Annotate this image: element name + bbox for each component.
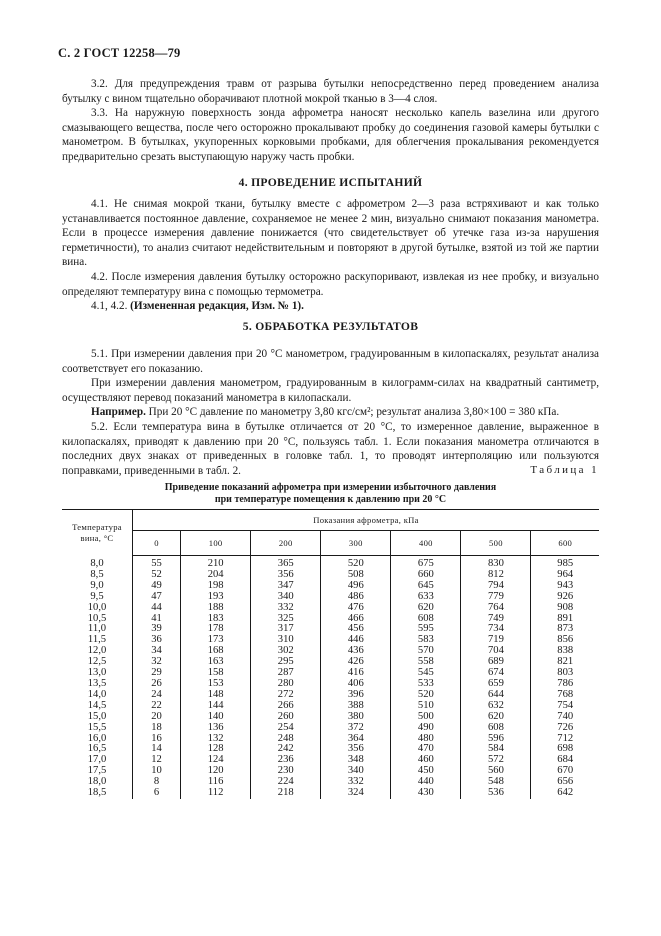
reading-cell: 295 bbox=[251, 657, 321, 668]
reading-cell: 29 bbox=[151, 667, 162, 679]
reading-cell: 856 bbox=[531, 635, 599, 646]
reading-cell: 204 bbox=[181, 570, 251, 581]
reading-cell: 20 bbox=[151, 710, 162, 722]
reading-cell: 633 bbox=[391, 592, 461, 603]
reading-cell: 926 bbox=[531, 592, 599, 603]
reading-cell: 786 bbox=[531, 679, 599, 690]
table-row bbox=[62, 559, 599, 570]
reading-cell: 430 bbox=[391, 788, 461, 799]
subheader-600: 600 bbox=[531, 531, 599, 556]
reading-cell: 254 bbox=[251, 723, 321, 734]
reading-cell: 230 bbox=[251, 766, 321, 777]
reading-cell: 302 bbox=[251, 646, 321, 657]
table-row bbox=[62, 690, 599, 701]
reading-cell: 178 bbox=[181, 624, 251, 635]
reading-cell: 41 bbox=[151, 612, 162, 624]
reading-cell: 136 bbox=[181, 723, 251, 734]
reading-cell: 365 bbox=[251, 559, 321, 570]
reading-cell: 440 bbox=[391, 777, 461, 788]
temperature-cell: 17,5 bbox=[62, 766, 133, 777]
reading-cell: 188 bbox=[181, 603, 251, 614]
reading-cell: 173 bbox=[181, 635, 251, 646]
reading-cell: 224 bbox=[251, 777, 321, 788]
reading-cell: 347 bbox=[251, 581, 321, 592]
reading-cell: 645 bbox=[391, 581, 461, 592]
reading-cell: 754 bbox=[531, 701, 599, 712]
temperature-cell: 10,0 bbox=[62, 603, 133, 614]
reading-cell: 388 bbox=[321, 701, 391, 712]
temperature-cell: 9,0 bbox=[62, 581, 133, 592]
reading-cell: 985 bbox=[531, 559, 599, 570]
reading-cell: 812 bbox=[461, 570, 531, 581]
paragraph-example bbox=[62, 405, 599, 420]
temperature-cell: 8,5 bbox=[62, 570, 133, 581]
reading-cell: 704 bbox=[461, 646, 531, 657]
reading-cell: 768 bbox=[531, 690, 599, 701]
reading-cell: 830 bbox=[461, 559, 531, 570]
temperature-cell: 16,0 bbox=[62, 734, 133, 745]
temperature-cell: 13,0 bbox=[62, 668, 133, 679]
reading-cell: 16 bbox=[151, 732, 162, 744]
reading-cell: 659 bbox=[461, 679, 531, 690]
table-row bbox=[62, 614, 599, 625]
reading-cell: 480 bbox=[391, 734, 461, 745]
reading-cell: 684 bbox=[531, 755, 599, 766]
table-row bbox=[62, 581, 599, 592]
section-3-continued bbox=[62, 77, 599, 165]
reading-cell: 496 bbox=[321, 581, 391, 592]
reading-cell: 324 bbox=[321, 788, 391, 799]
reading-cell: 545 bbox=[391, 668, 461, 679]
reading-cell: 964 bbox=[531, 570, 599, 581]
temperature-cell: 10,5 bbox=[62, 614, 133, 625]
reading-cell: 260 bbox=[251, 712, 321, 723]
reading-cell: 726 bbox=[531, 723, 599, 734]
section-4 bbox=[62, 197, 599, 314]
reading-cell: 583 bbox=[391, 635, 461, 646]
reading-cell: 436 bbox=[321, 646, 391, 657]
reading-cell: 116 bbox=[181, 777, 251, 788]
reading-cell: 280 bbox=[251, 679, 321, 690]
reading-cell: 287 bbox=[251, 668, 321, 679]
reading-cell: 356 bbox=[251, 570, 321, 581]
reading-cell: 183 bbox=[181, 614, 251, 625]
temperature-cell: 18,0 bbox=[62, 777, 133, 788]
reading-cell: 396 bbox=[321, 690, 391, 701]
page-header: С. 2 ГОСТ 12258—79 bbox=[58, 46, 181, 60]
pressure-table bbox=[62, 509, 599, 799]
subheader-500: 500 bbox=[461, 531, 531, 556]
reading-cell: 24 bbox=[151, 688, 162, 700]
reading-cell: 803 bbox=[531, 668, 599, 679]
paragraph-4-amend bbox=[62, 299, 599, 314]
paragraph-4-1: 4.1. Не снимая мокрой ткани, бутылку вместе с афрометром 2—3 раза встряхивают и как только устанавливается постоянное давление, сохраняемое не менее 2 мин, визуально снимают показания манометра. Если в процессе измерения давление понижается (что свидетельствует об утечке газа из-за нарушения герметичности), то анализ считают недействительным и повторяют в другой бутылке, взятой из той же партии вина. bbox=[62, 198, 599, 269]
reading-cell: 426 bbox=[321, 657, 391, 668]
table-body bbox=[62, 556, 599, 799]
table-row bbox=[62, 668, 599, 679]
temperature-cell: 17,0 bbox=[62, 755, 133, 766]
reading-cell: 47 bbox=[151, 590, 162, 602]
table-row bbox=[62, 592, 599, 603]
reading-cell: 698 bbox=[531, 744, 599, 755]
example-label: Например. bbox=[91, 406, 146, 419]
reading-cell: 675 bbox=[391, 559, 461, 570]
reading-cell: 416 bbox=[321, 668, 391, 679]
temperature-cell: 18,5 bbox=[62, 788, 133, 799]
reading-cell: 198 bbox=[181, 581, 251, 592]
reading-cell: 153 bbox=[181, 679, 251, 690]
header-temperature-line-1: Температура bbox=[72, 521, 122, 532]
table-header-row bbox=[62, 510, 599, 531]
reading-cell: 55 bbox=[151, 558, 162, 569]
reading-cell: 674 bbox=[461, 668, 531, 679]
reading-cell: 740 bbox=[531, 712, 599, 723]
temperature-cell: 11,0 bbox=[62, 624, 133, 635]
reading-cell: 112 bbox=[181, 788, 251, 799]
table-row bbox=[62, 755, 599, 766]
paragraph-5-1b: При измерении давления манометром, градуированным в килограмм-силах на квадратный сантиметр, осуществляют перевод показаний манометра в килопаскали. bbox=[62, 377, 599, 404]
table-row bbox=[62, 701, 599, 712]
section-4-title-block bbox=[62, 176, 599, 191]
reading-cell: 380 bbox=[321, 712, 391, 723]
subheader-300: 300 bbox=[321, 531, 391, 556]
reading-cell: 325 bbox=[251, 614, 321, 625]
reading-cell: 18 bbox=[151, 721, 162, 733]
reading-cell: 8 bbox=[153, 776, 160, 788]
table-row bbox=[62, 624, 599, 635]
temperature-cell: 15,5 bbox=[62, 723, 133, 734]
reading-cell: 39 bbox=[151, 623, 162, 635]
reading-cell: 689 bbox=[461, 657, 531, 668]
reading-cell: 764 bbox=[461, 603, 531, 614]
reading-cell: 670 bbox=[531, 766, 599, 777]
header-readings-group: Показания афрометра, кПа bbox=[133, 510, 600, 531]
subheader-0: 0 bbox=[133, 531, 181, 556]
table-row bbox=[62, 723, 599, 734]
paragraph-5-2: 5.2. Если температура вина в бутылке отличается от 20 °С, то измеренное давление, выраженное в килопаскалях, приводят к давлению при 20 °С, пользуясь табл. 1. Если показания манометра отличаются в последних двух знаках от приведенных в головке табл. 1, то проводят интерполяцию или пользуются поправками, приведенными в табл. 2. bbox=[62, 420, 599, 477]
reading-cell: 26 bbox=[151, 677, 162, 689]
reading-cell: 476 bbox=[321, 603, 391, 614]
reading-cell: 470 bbox=[391, 744, 461, 755]
temperature-cell: 13,5 bbox=[62, 679, 133, 690]
reading-cell: 838 bbox=[531, 646, 599, 657]
reading-cell: 32 bbox=[151, 656, 162, 668]
temperature-cell: 16,5 bbox=[62, 744, 133, 755]
table-row bbox=[62, 744, 599, 755]
section-4-title: 4. ПРОВЕДЕНИЕ ИСПЫТАНИЙ bbox=[238, 176, 423, 189]
reading-cell: 272 bbox=[251, 690, 321, 701]
reading-cell: 144 bbox=[181, 701, 251, 712]
reading-cell: 536 bbox=[461, 788, 531, 799]
reading-cell: 332 bbox=[321, 777, 391, 788]
reading-cell: 734 bbox=[461, 624, 531, 635]
table-caption-block bbox=[62, 482, 599, 506]
reading-cell: 12 bbox=[151, 754, 162, 766]
reading-cell: 6 bbox=[153, 787, 160, 799]
reading-cell: 124 bbox=[181, 755, 251, 766]
table-caption-line-2: при температуре помещения к давлению при 20 °С bbox=[214, 494, 447, 505]
reading-cell: 712 bbox=[531, 734, 599, 745]
reading-cell: 456 bbox=[321, 624, 391, 635]
reading-cell: 943 bbox=[531, 581, 599, 592]
reading-cell: 794 bbox=[461, 581, 531, 592]
reading-cell: 596 bbox=[461, 734, 531, 745]
temperature-cell: 12,0 bbox=[62, 646, 133, 657]
reading-cell: 490 bbox=[391, 723, 461, 734]
reading-cell: 779 bbox=[461, 592, 531, 603]
reading-cell: 317 bbox=[251, 624, 321, 635]
reading-cell: 632 bbox=[461, 701, 531, 712]
reading-cell: 340 bbox=[321, 766, 391, 777]
temperature-cell: 14,5 bbox=[62, 701, 133, 712]
reading-cell: 34 bbox=[151, 645, 162, 657]
reading-cell: 620 bbox=[461, 712, 531, 723]
reading-cell: 450 bbox=[391, 766, 461, 777]
reading-cell: 508 bbox=[321, 570, 391, 581]
reading-cell: 140 bbox=[181, 712, 251, 723]
reading-cell: 520 bbox=[391, 690, 461, 701]
subheader-400: 400 bbox=[391, 531, 461, 556]
reading-cell: 548 bbox=[461, 777, 531, 788]
reading-cell: 236 bbox=[251, 755, 321, 766]
section-5 bbox=[62, 347, 599, 478]
reading-cell: 873 bbox=[531, 624, 599, 635]
reading-cell: 340 bbox=[251, 592, 321, 603]
reading-cell: 642 bbox=[531, 788, 599, 799]
reading-cell: 248 bbox=[251, 734, 321, 745]
reading-cell: 158 bbox=[181, 668, 251, 679]
temperature-cell: 9,5 bbox=[62, 592, 133, 603]
paragraph-3-3: 3.3. На наружную поверхность зонда афрометра наносят несколько капель вазелина или другого смазывающего вещества, после чего осторожно прокалывают пробку до соединения газовой камеры бутылки с манометром. В бутылках, укупоренных корковыми пробками, для облегчения прокалывания рекомендуется предварительно срезать выступающую наружу часть пробки. bbox=[62, 107, 599, 163]
reading-cell: 821 bbox=[531, 657, 599, 668]
reading-cell: 163 bbox=[181, 657, 251, 668]
reading-cell: 446 bbox=[321, 635, 391, 646]
paragraph-4-2: 4.2. После измерения давления бутылку осторожно раскупоривают, извлекая из нее пробку, и визуально определяют температуру вина с помощью термометра. bbox=[62, 270, 599, 298]
header-temperature bbox=[62, 510, 133, 556]
amend-note: (Измененная редакция, Изм. № 1). bbox=[130, 300, 304, 313]
subheader-100: 100 bbox=[181, 531, 251, 556]
reading-cell: 36 bbox=[151, 634, 162, 646]
reading-cell: 466 bbox=[321, 614, 391, 625]
reading-cell: 218 bbox=[251, 788, 321, 799]
reading-cell: 560 bbox=[461, 766, 531, 777]
reading-cell: 52 bbox=[151, 568, 162, 580]
reading-cell: 500 bbox=[391, 712, 461, 723]
table-row bbox=[62, 570, 599, 581]
temperature-cell: 8,0 bbox=[62, 559, 133, 570]
table-label: Таблица 1 bbox=[530, 464, 599, 476]
reading-cell: 595 bbox=[391, 624, 461, 635]
reading-cell: 510 bbox=[391, 701, 461, 712]
reading-cell: 749 bbox=[461, 614, 531, 625]
paragraph-3-2: 3.2. Для предупреждения травм от разрыва бутылки непосредственно перед проведением анализа бутылку с вином тщательно оборачивают плотной мокрой тканью в 3—4 слоя. bbox=[62, 78, 599, 105]
reading-cell: 558 bbox=[391, 657, 461, 668]
table-label-block bbox=[62, 463, 599, 478]
reading-cell: 644 bbox=[461, 690, 531, 701]
reading-cell: 168 bbox=[181, 646, 251, 657]
table-caption-line-1: Приведение показаний афрометра при измерении избыточного давления bbox=[164, 482, 497, 493]
reading-cell: 44 bbox=[151, 601, 162, 613]
reading-cell: 310 bbox=[251, 635, 321, 646]
temperature-cell: 14,0 bbox=[62, 690, 133, 701]
paragraph-5-1: 5.1. При измерении давления при 20 °С манометром, градуированным в килопаскалях, результат анализа соответствует его показанию. bbox=[62, 348, 599, 375]
reading-cell: 193 bbox=[181, 592, 251, 603]
reading-cell: 486 bbox=[321, 592, 391, 603]
temperature-cell: 15,0 bbox=[62, 712, 133, 723]
table-row bbox=[62, 788, 599, 799]
reading-cell: 348 bbox=[321, 755, 391, 766]
example-text: При 20 °С давление по манометру 3,80 кгс/см²; результат анализа 3,80×100 = 380 кПа. bbox=[148, 406, 560, 419]
reading-cell: 120 bbox=[181, 766, 251, 777]
table-row bbox=[62, 766, 599, 777]
reading-cell: 570 bbox=[391, 646, 461, 657]
reading-cell: 608 bbox=[461, 723, 531, 734]
header-temperature-line-2: вина, °С bbox=[80, 532, 114, 543]
temperature-cell: 12,5 bbox=[62, 657, 133, 668]
reading-cell: 372 bbox=[321, 723, 391, 734]
reading-cell: 128 bbox=[181, 744, 251, 755]
reading-cell: 14 bbox=[151, 743, 162, 755]
section-5-title: 5. ОБРАБОТКА РЕЗУЛЬТАТОВ bbox=[242, 320, 419, 333]
subheader-200: 200 bbox=[251, 531, 321, 556]
reading-cell: 332 bbox=[251, 603, 321, 614]
reading-cell: 132 bbox=[181, 734, 251, 745]
temperature-cell: 11,5 bbox=[62, 635, 133, 646]
reading-cell: 891 bbox=[531, 614, 599, 625]
table-row bbox=[62, 646, 599, 657]
reading-cell: 719 bbox=[461, 635, 531, 646]
table-row bbox=[62, 734, 599, 745]
reading-cell: 364 bbox=[321, 734, 391, 745]
table-row bbox=[62, 712, 599, 723]
reading-cell: 608 bbox=[391, 614, 461, 625]
reading-cell: 533 bbox=[391, 679, 461, 690]
reading-cell: 572 bbox=[461, 755, 531, 766]
reading-cell: 22 bbox=[151, 699, 162, 711]
reading-cell: 660 bbox=[391, 570, 461, 581]
table-row bbox=[62, 777, 599, 788]
reading-cell: 406 bbox=[321, 679, 391, 690]
table-row bbox=[62, 603, 599, 614]
reading-cell: 10 bbox=[151, 765, 162, 777]
reading-cell: 908 bbox=[531, 603, 599, 614]
table-row bbox=[62, 679, 599, 690]
table-subheader-row bbox=[62, 531, 599, 556]
reading-cell: 49 bbox=[151, 579, 162, 591]
reading-cell: 656 bbox=[531, 777, 599, 788]
reading-cell: 520 bbox=[321, 559, 391, 570]
table-row bbox=[62, 635, 599, 646]
reading-cell: 460 bbox=[391, 755, 461, 766]
section-5-title-block bbox=[62, 320, 599, 335]
reading-cell: 148 bbox=[181, 690, 251, 701]
reading-cell: 210 bbox=[181, 559, 251, 570]
amend-prefix: 4.1, 4.2. bbox=[91, 300, 128, 313]
reading-cell: 242 bbox=[251, 744, 321, 755]
reading-cell: 620 bbox=[391, 603, 461, 614]
reading-cell: 356 bbox=[321, 744, 391, 755]
reading-cell: 266 bbox=[251, 701, 321, 712]
table-row bbox=[62, 657, 599, 668]
reading-cell: 584 bbox=[461, 744, 531, 755]
